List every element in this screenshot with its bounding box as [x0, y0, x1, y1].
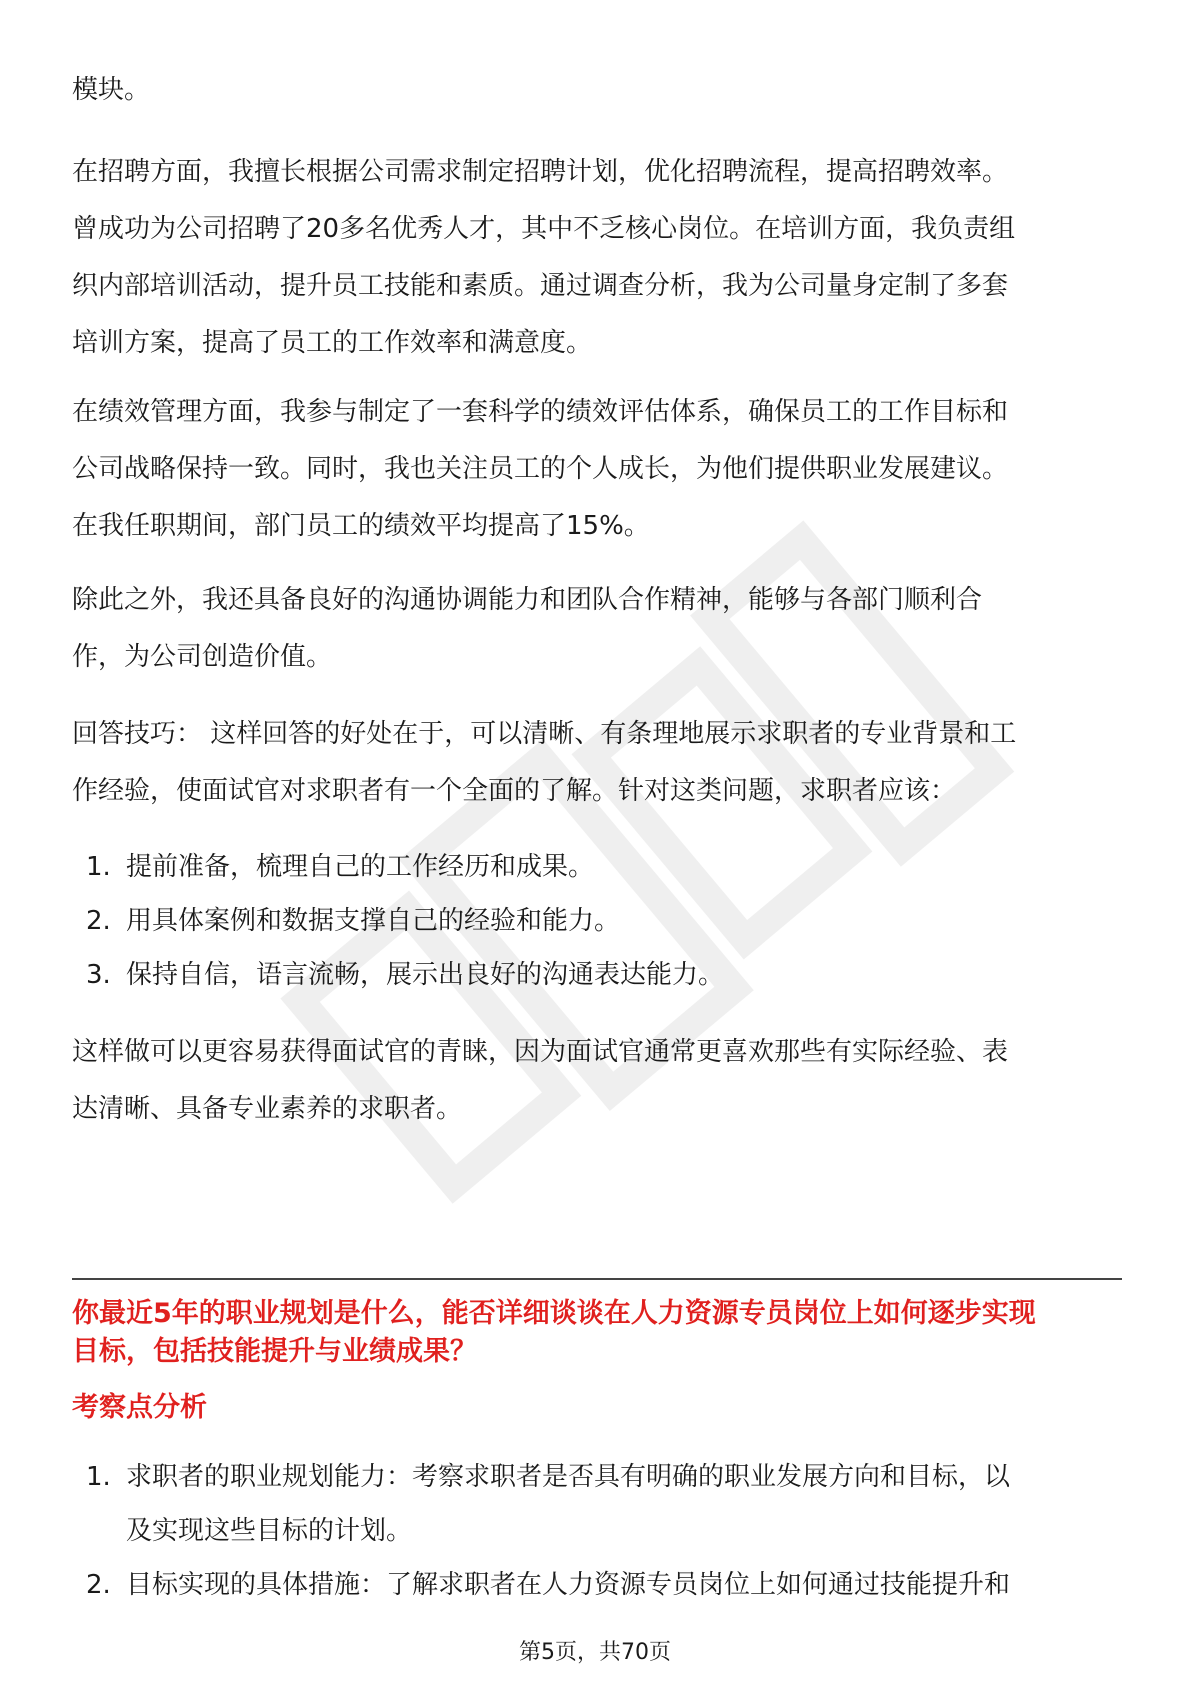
text-line: 在招聘方面，我擅长根据公司需求制定招聘计划，优化招聘流程，提高招聘效率。	[72, 157, 1009, 187]
list-item-text: 目标实现的具体措施：了解求职者在人力资源专员岗位上如何通过技能提升和	[126, 1570, 1011, 1600]
text-line: 培训方案，提高了员工的工作效率和满意度。	[72, 328, 593, 358]
list-item-text: 保持自信，语言流畅，展示出良好的沟通表达能力。	[126, 960, 725, 990]
tips-list	[72, 840, 1122, 1002]
paragraph-intro-tail	[72, 62, 1122, 119]
list-item-text: 及实现这些目标的计划。	[126, 1516, 413, 1546]
list-item-text: 求职者的职业规划能力：考察求职者是否具有明确的职业发展方向和目标，以	[126, 1462, 1011, 1492]
analysis-list	[72, 1450, 1122, 1612]
text-line: 在绩效管理方面，我参与制定了一套科学的绩效评估体系，确保员工的工作目标和	[72, 397, 1009, 427]
page-footer: 第5页，共70页	[519, 1640, 671, 1665]
text-line: 织内部培训活动，提升员工技能和素质。通过调查分析，我为公司量身定制了多套	[72, 271, 1009, 301]
list-item	[72, 948, 1122, 1002]
text-line: 公司战略保持一致。同时，我也关注员工的个人成长，为他们提供职业发展建议。	[72, 454, 1009, 484]
text-line: 模块。	[72, 75, 151, 105]
paragraph-conclusion	[72, 1024, 1122, 1138]
text-line: 作经验，使面试官对求职者有一个全面的了解。针对这类问题，求职者应该：	[72, 776, 957, 806]
text-line: 你最近5年的职业规划是什么，能否详细谈谈在人力资源专员岗位上如何逐步实现	[72, 1298, 1036, 1329]
paragraph-answer-tips	[72, 706, 1122, 820]
text-line: 作，为公司创造价值。	[72, 642, 333, 672]
list-number: 2.	[86, 1570, 111, 1600]
paragraph-recruitment-training	[72, 144, 1122, 372]
list-item	[72, 840, 1122, 894]
list-item	[72, 894, 1122, 948]
list-number: 3.	[86, 960, 111, 990]
paragraph-communication	[72, 572, 1122, 686]
list-item	[72, 1558, 1122, 1612]
text-line: 达清晰、具备专业素养的求职者。	[72, 1094, 463, 1124]
text-line: 曾成功为公司招聘了20多名优秀人才，其中不乏核心岗位。在培训方面，我负责组	[72, 214, 1016, 244]
list-number: 2.	[86, 906, 111, 936]
list-number: 1.	[86, 852, 111, 882]
paragraph-performance-management	[72, 384, 1122, 555]
text-line: 这样做可以更容易获得面试官的青睐，因为面试官通常更喜欢那些有实际经验、表	[72, 1037, 1009, 1067]
text-line: 回答技巧： 这样回答的好处在于，可以清晰、有条理地展示求职者的专业背景和工	[72, 719, 1017, 749]
list-item	[72, 1450, 1122, 1558]
text-line: 目标，包括技能提升与业绩成果？	[72, 1336, 477, 1367]
text-line: 除此之外，我还具备良好的沟通协调能力和团队合作精神，能够与各部门顺利合	[72, 585, 983, 615]
question-heading	[72, 1295, 1122, 1371]
section-divider	[72, 1278, 1122, 1280]
analysis-section-title: 考察点分析	[72, 1392, 207, 1423]
list-item-text: 用具体案例和数据支撑自己的经验和能力。	[126, 906, 621, 936]
list-item-text: 提前准备，梳理自己的工作经历和成果。	[126, 852, 595, 882]
list-number: 1.	[86, 1462, 111, 1492]
text-line: 在我任职期间，部门员工的绩效平均提高了15%。	[72, 511, 650, 541]
